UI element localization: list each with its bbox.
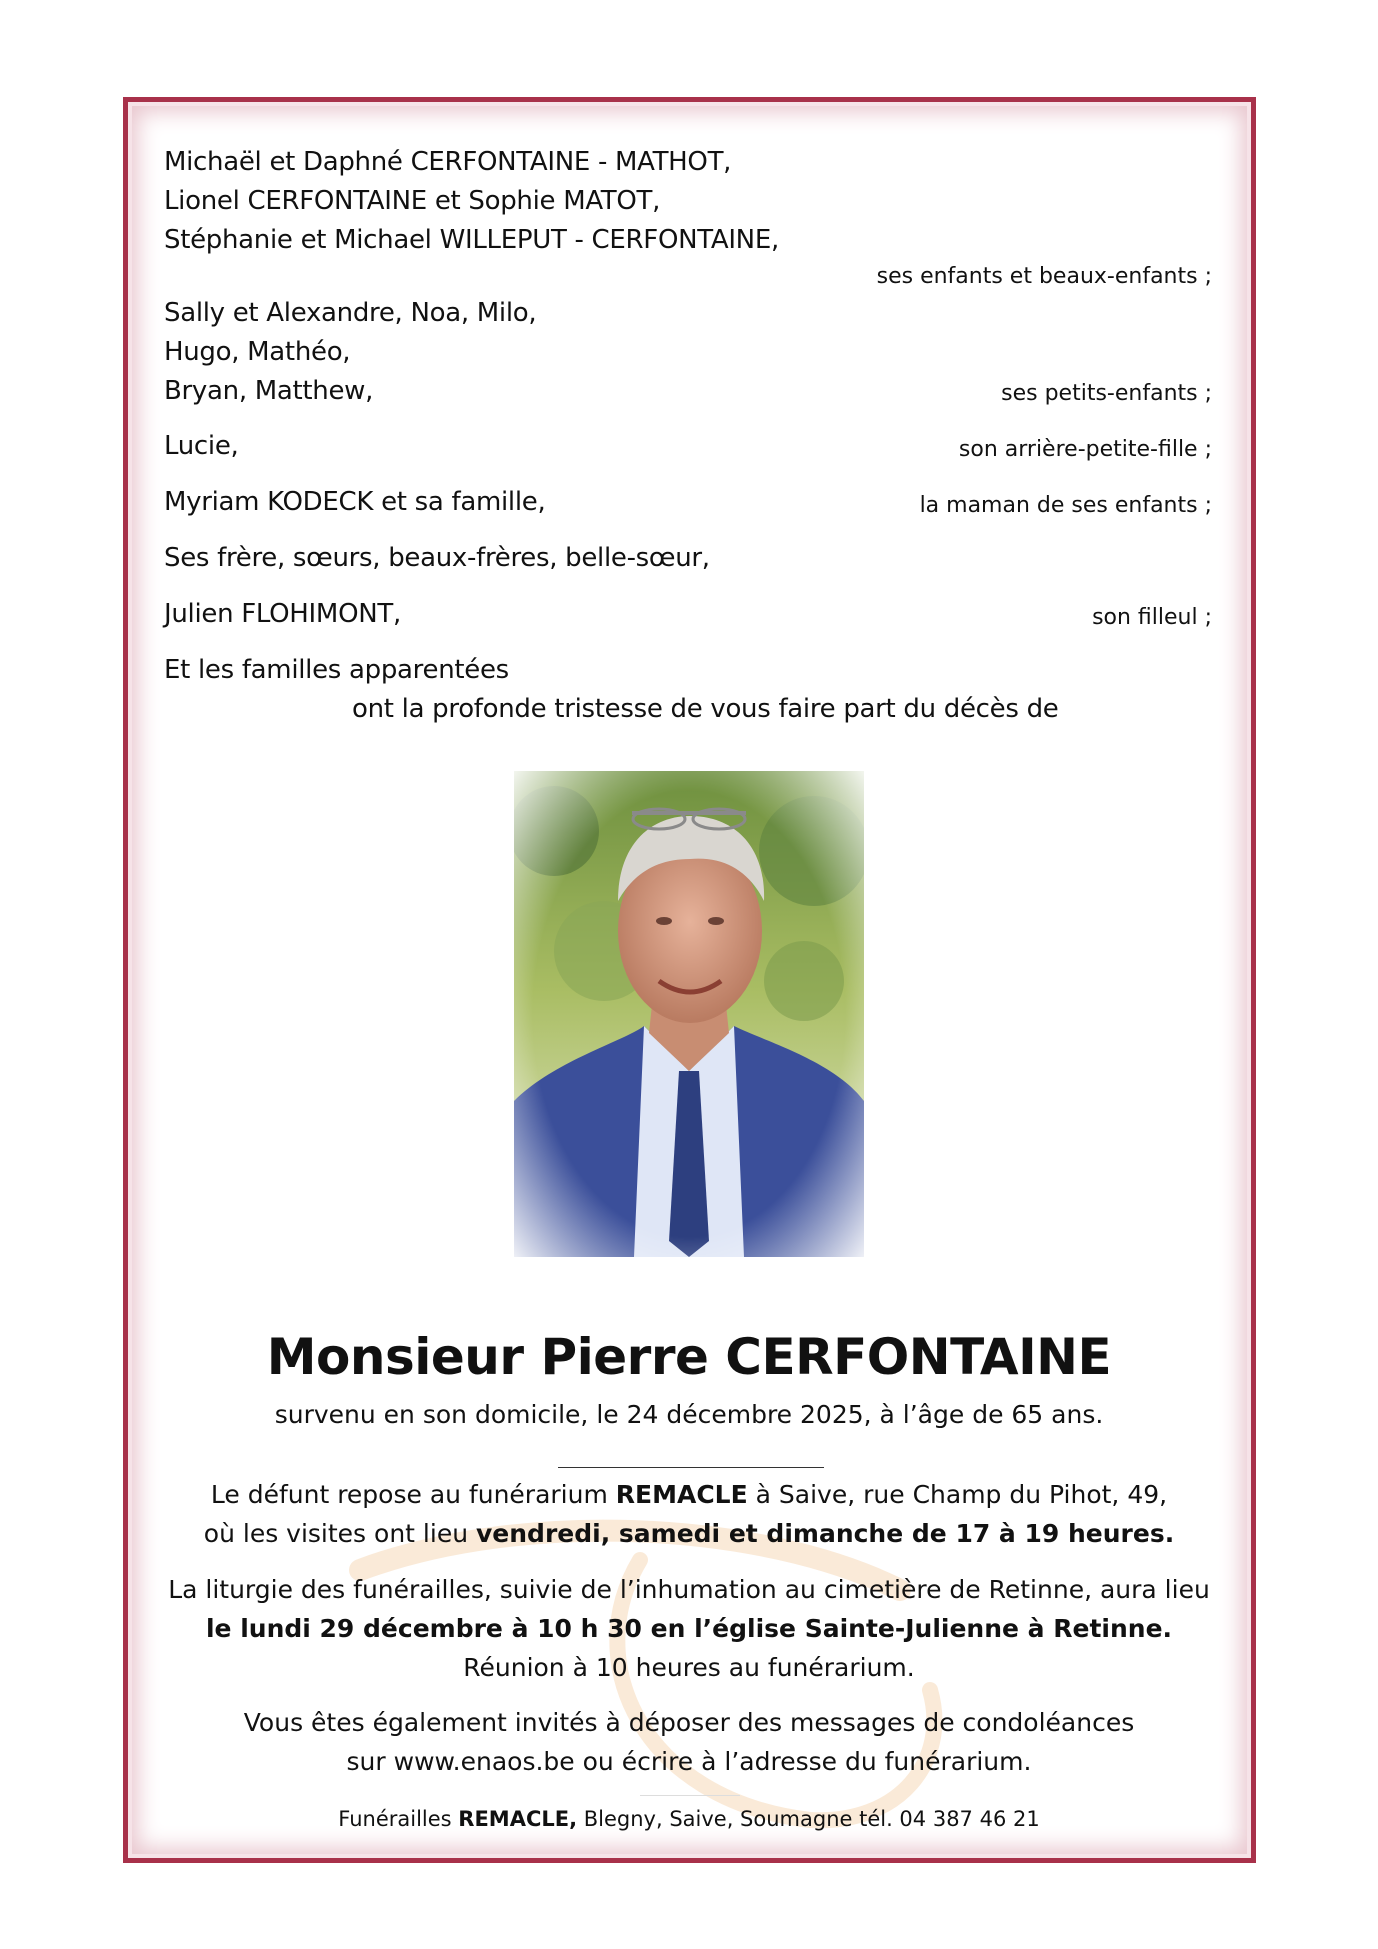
funeral-line-1: La liturgie des funérailles, suivie de l’inhumation au cimetière de Retinne, aura lieu	[168, 1575, 1210, 1604]
mother-of-children-role-label: la maman de ses enfants ;	[919, 493, 1212, 518]
related-families-line: Et les familles apparentées	[164, 655, 509, 685]
great-grandchild-role-label: son arrière-petite-fille ;	[958, 437, 1212, 462]
children-role-label: ses enfants et beaux-enfants ;	[876, 264, 1212, 289]
grandchildren-role-label: ses petits-enfants ;	[1001, 381, 1212, 406]
visitation-line-1: Le défunt repose au funérarium REMACLE à Saive, rue Champ du Pihot, 49,	[210, 1480, 1168, 1509]
footer-separator	[640, 1795, 740, 1796]
siblings-line: Ses frère, sœurs, beaux-frères, belle-sœur,	[164, 543, 710, 573]
visitation-line-2: où les visites ont lieu vendredi, samedi et dimanche de 17 à 19 heures.	[203, 1519, 1175, 1548]
funeral-line-2: le lundi 29 décembre à 10 h 30 en l’église Sainte-Julienne à Retinne.	[205, 1614, 1173, 1643]
mother-of-children-name: Myriam KODECK et sa famille,	[164, 487, 546, 517]
deceased-name: Monsieur Pierre CERFONTAINE	[266, 1328, 1112, 1386]
godson-name: Julien FLOHIMONT,	[164, 599, 401, 629]
family-children-line-2: Lionel CERFONTAINE et Sophie MATOT,	[164, 186, 661, 216]
family-children-line-1: Michaël et Daphné CERFONTAINE - MATHOT,	[164, 147, 732, 177]
family-grandchildren-line-1: Sally et Alexandre, Noa, Milo,	[164, 298, 537, 328]
condolences-line-2: sur www.enaos.be ou écrire à l’adresse du funérarium.	[346, 1747, 1032, 1776]
funeral-line-3: Réunion à 10 heures au funérarium.	[463, 1653, 915, 1682]
condolences-line-1: Vous êtes également invités à déposer des messages de condoléances	[243, 1708, 1135, 1737]
great-grandchild-name: Lucie,	[164, 431, 239, 461]
family-grandchildren-line-3: Bryan, Matthew,	[164, 376, 374, 406]
deceased-details: survenu en son domicile, le 24 décembre 2025, à l’âge de 65 ans.	[274, 1400, 1104, 1429]
funeral-home-footer: Funérailles REMACLE, Blegny, Saive, Soumagne tél. 04 387 46 21	[338, 1807, 1040, 1831]
separator-rule	[558, 1467, 824, 1468]
godson-role-label: son filleul ;	[1092, 605, 1212, 630]
deceased-portrait-photo	[514, 771, 864, 1257]
family-grandchildren-line-2: Hugo, Mathéo,	[164, 337, 351, 367]
announcement-line: ont la profonde tristesse de vous faire part du décès de	[352, 694, 1059, 724]
family-children-line-3: Stéphanie et Michael WILLEPUT - CERFONTAINE,	[164, 225, 779, 255]
